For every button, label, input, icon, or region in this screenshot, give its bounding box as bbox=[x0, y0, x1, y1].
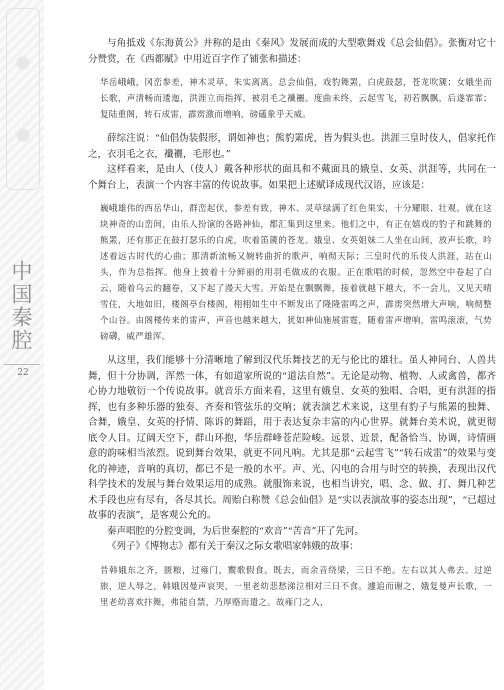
side-pattern-ornament bbox=[6, 8, 40, 190]
paragraph-qin-melody: 秦声唱腔的分腔变调，为后世秦腔的“欢音”“苦音”开了先河。 bbox=[107, 525, 364, 537]
quote-hane-story bbox=[88, 563, 496, 611]
paragraph-interpretation: 这样看来，是由人（伎人）戴各种形状的面具和不戴面具的娥皇、女英、洪涯等，共同在一个舞台上，表演一个内容丰富的传说故事。如果把上述赋译成现代汉语，应该是： bbox=[88, 164, 496, 191]
series-title: 中国秦腔 bbox=[9, 260, 33, 352]
quote-text: 华岳峨峨，冈峦参差，神木灵草，朱实离离。总会仙倡，戏豹舞罴，白虎鼓瑟，苍龙吹篪；女娥坐而长歌，声清畅而逶迤，洪涯立而指挥，被羽毛之襳襹。度曲未终，云起雪飞，初若飘飘，后遂霏霏；复陆重阁，转石成雷，霹雳激而增响，磅礚象乎天威。 bbox=[100, 78, 492, 120]
quote-modern-translation bbox=[88, 201, 496, 345]
page-number: 22 bbox=[17, 368, 29, 378]
paragraph-hane-intro: 《列子》《博物志》都有关于秦汉之际女歌唱家韩娥的故事： bbox=[107, 541, 359, 552]
paragraph-intro: 与角抵戏《东海黄公》并称的是由《秦风》发展而成的大型歌舞戏《总会仙倡》。张衡对它十分赞赏，在《西都赋》中用近百字作了铺张和描述： bbox=[88, 38, 496, 65]
page-body bbox=[88, 36, 496, 619]
quote-xidufu bbox=[88, 75, 496, 123]
quote-text: 巍峨雄伟的西岳华山，群峦起伏，参差有致，神木、灵草绿满了红色果实，十分耀眼、壮观。就在这块神奇的山峦间，由乐人扮演的各路神仙，都汇集到这里来。他们之中，有正在嬉戏的豹子和跳舞的熊罴，还有那正在鼓打瑟乐的白虎，吹着笛篪的苍龙。娥皇、女英姐妹二人坐在山间，放声长歌，吟述着远古时代的心曲；那清新流畅又婉转曲折的歌声，响彻天际；三皇时代的乐伎人洪涯，站在山头，作为总指挥。他身上披着十分鲜丽的用羽毛做成的衣服。正在歌唱的时候，忽然空中卷起了白云，随着乌云的翻卷，又下起了漫天大雪。开始是在飘飘舞，接着就越下越大，不一会儿，又见天晴雪住，大地如旧，楼阁亭台楼阁，栩栩如生中不断发出了隆隆雷鸣之声，霹雳突然增大声响，响彻整个山谷。由阁楼传来的雷声，声音也越来越大，犹如神仙施展雷霆，随着雷声增响，雷鸣滚滚，气势磅礴，威严雄浑。 bbox=[100, 204, 492, 342]
quote-text: 昔韩娥东之齐，匮粮，过雍门，鬻歌假食。既去，而余音绕梁，三日不绝。左右以其人弗去。过逆旅，逆人辱之，韩娥因曼声哀哭，一里老幼悲愁涕泣相对三日不食。遽追而谢之，娥复曼声长歌，一里老幼喜欢抃舞，弗能自禁，乃厚赂而遣之。故雍门之人， bbox=[100, 565, 492, 608]
paragraph-analysis: 从这里，我们能够十分清晰地了解到汉代乐舞技艺的无与伦比的雄壮。虽人神同台、人兽共舞，但十分协调，浑然一体，有如道家所说的“道法自然”。无论是动物、植物、人或禽兽，都齐心协力地敬衍一个传说故事。就音乐方面来看，这里有娥皇、女英的独唱、合唱，更有洪涯的指挥，也有多种乐器的独奏、齐奏和管弦乐的交响；就表演艺术来说，这里有豹子与熊罴的独舞、合舞，娥皇、女英的抒情、陈诉的舞蹈，用于表达复杂丰富的内心世界。就舞台美术说，就更彻底令人目。辽阔天空下，群山环抱，华岳群峰苍茫险峻。远景、近景，配备恰当、协调，诗情画意的韵味相当浓烈。说到舞台效果，就更不同凡响。尤其是那“云起雪飞”“转石成雷”的效果与变化的神迹，音响的真切，都已不是一般的水平。声、光、闪电的合用与时空的转换，表现出汉代科学技术的发展与舞台效果运用的成熟。就服饰来说，也相当讲究，唱、念、做、打、舞几种艺术手段也应有尽有，各尽其长。周贻白称赞《总会仙倡》是“实以表演故事的姿态出现”，“已超过故事的表演”，是客观公允的。 bbox=[88, 355, 496, 521]
page-number-divider bbox=[4, 364, 40, 365]
paragraph-annotation: 薛综注说：“仙倡伪装假形，谓如神也；熊豹罴虎，皆为假头也。洪涯三皇时伎人，倡家托作之，衣羽毛之衣，襳襹，毛形也。” bbox=[88, 133, 496, 160]
